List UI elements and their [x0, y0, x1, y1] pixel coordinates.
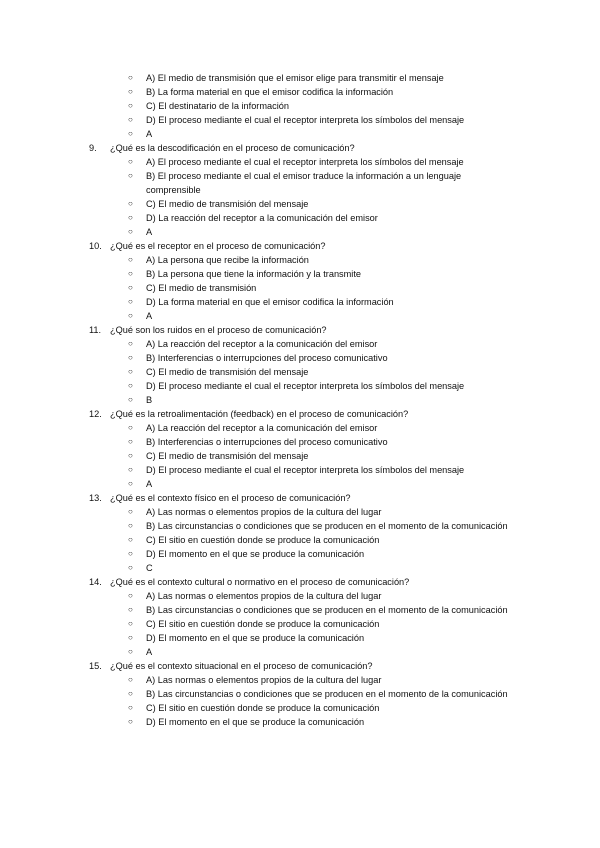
option-text: C) El destinatario de la información [146, 101, 289, 111]
option-text: A) La persona que recibe la información [146, 255, 309, 265]
question-text: ¿Qué son los ruidos en el proceso de comunicación? [110, 325, 327, 335]
circle-bullet-icon: ○ [128, 437, 133, 446]
option-text: A [146, 311, 153, 321]
circle-bullet-icon: ○ [128, 101, 133, 110]
circle-bullet-icon: ○ [128, 199, 133, 208]
option-text: C [146, 563, 153, 573]
circle-bullet-icon: ○ [128, 465, 133, 474]
answer-option [0, 393, 600, 407]
circle-bullet-icon: ○ [128, 73, 133, 82]
option-text: C) El medio de transmisión del mensaje [146, 451, 309, 461]
circle-bullet-icon: ○ [128, 619, 133, 628]
answer-option [0, 351, 600, 365]
circle-bullet-icon: ○ [128, 227, 133, 236]
question-text: ¿Qué es el contexto situacional en el proceso de comunicación? [110, 661, 373, 671]
answer-option [0, 687, 600, 701]
circle-bullet-icon: ○ [128, 717, 133, 726]
option-text: C) El medio de transmisión del mensaje [146, 367, 309, 377]
option-text: D) La reacción del receptor a la comunicación del emisor [146, 213, 378, 223]
circle-bullet-icon: ○ [128, 395, 133, 404]
answer-option [0, 463, 600, 477]
option-text: C) El medio de transmisión del mensaje [146, 199, 309, 209]
answer-option [0, 365, 600, 379]
circle-bullet-icon: ○ [128, 255, 133, 264]
option-text: C) El sitio en cuestión donde se produce la comunicación [146, 535, 380, 545]
option-text: A) El medio de transmisión que el emisor elige para transmitir el mensaje [146, 73, 444, 83]
circle-bullet-icon: ○ [128, 283, 133, 292]
answer-option [0, 71, 600, 85]
question-block [0, 141, 600, 239]
question-number: 13. [89, 493, 102, 503]
option-text: D) El momento en el que se produce la comunicación [146, 633, 365, 643]
question-text: ¿Qué es el contexto físico en el proceso de comunicación? [110, 493, 351, 503]
answer-option [0, 267, 600, 281]
circle-bullet-icon: ○ [128, 339, 133, 348]
answer-option [0, 603, 600, 617]
option-text: B) La persona que tiene la información y la transmite [146, 269, 362, 279]
circle-bullet-icon: ○ [128, 129, 133, 138]
question [0, 659, 600, 673]
circle-bullet-icon: ○ [128, 591, 133, 600]
answer-option [0, 589, 600, 603]
answer-option [0, 715, 600, 729]
question [0, 575, 600, 589]
option-text: C) El sitio en cuestión donde se produce la comunicación [146, 703, 380, 713]
circle-bullet-icon: ○ [128, 605, 133, 614]
circle-bullet-icon: ○ [128, 535, 133, 544]
question-list [0, 141, 600, 729]
option-text: B) Las circunstancias o condiciones que se producen en el momento de la comunicación [146, 689, 508, 699]
answer-option [0, 505, 600, 519]
option-text: B) Las circunstancias o condiciones que se producen en el momento de la comunicación [146, 605, 508, 615]
question [0, 407, 600, 421]
circle-bullet-icon: ○ [128, 115, 133, 124]
option-text: B) Interferencias o interrupciones del proceso comunicativo [146, 437, 388, 447]
option-text: C) El medio de transmisión [146, 283, 257, 293]
question-block [0, 575, 600, 659]
answer-option [0, 379, 600, 393]
answer-option [0, 519, 600, 533]
answer-option [0, 295, 600, 309]
question-block [0, 323, 600, 407]
option-text: C) El sitio en cuestión donde se produce la comunicación [146, 619, 380, 629]
answer-option [0, 309, 600, 323]
question-block [0, 239, 600, 323]
option-text: D) El momento en el que se produce la comunicación [146, 717, 365, 727]
question [0, 239, 600, 253]
circle-bullet-icon: ○ [128, 647, 133, 656]
option-text: B) El proceso mediante el cual el emisor traduce la información a un lenguaje comprensible [146, 171, 462, 195]
question-text: ¿Qué es la retroalimentación (feedback) en el proceso de comunicación? [110, 409, 409, 419]
option-text: A) La reacción del receptor a la comunicación del emisor [146, 339, 378, 349]
answer-option [0, 99, 600, 113]
circle-bullet-icon: ○ [128, 311, 133, 320]
circle-bullet-icon: ○ [128, 633, 133, 642]
answer-option [0, 337, 600, 351]
circle-bullet-icon: ○ [128, 689, 133, 698]
option-text: A [146, 479, 153, 489]
answer-option [0, 421, 600, 435]
option-text: A [146, 647, 153, 657]
option-text: A [146, 227, 153, 237]
option-text: D) La forma material en que el emisor codifica la información [146, 297, 394, 307]
circle-bullet-icon: ○ [128, 297, 133, 306]
question-number: 10. [89, 241, 102, 251]
question-text: ¿Qué es el receptor en el proceso de comunicación? [110, 241, 326, 251]
answer-option [0, 127, 600, 141]
option-text: D) El proceso mediante el cual el receptor interpreta los símbolos del mensaje [146, 465, 465, 475]
answer-option [0, 533, 600, 547]
circle-bullet-icon: ○ [128, 507, 133, 516]
option-text: A) La reacción del receptor a la comunicación del emisor [146, 423, 378, 433]
circle-bullet-icon: ○ [128, 353, 133, 362]
answer-option [0, 169, 600, 197]
question-text: ¿Qué es el contexto cultural o normativo en el proceso de comunicación? [110, 577, 410, 587]
circle-bullet-icon: ○ [128, 171, 133, 180]
circle-bullet-icon: ○ [128, 451, 133, 460]
circle-bullet-icon: ○ [128, 549, 133, 558]
answer-option [0, 701, 600, 715]
answer-option [0, 113, 600, 127]
question-block [0, 659, 600, 729]
circle-bullet-icon: ○ [128, 213, 133, 222]
question-number: 14. [89, 577, 102, 587]
question [0, 323, 600, 337]
circle-bullet-icon: ○ [128, 479, 133, 488]
answer-option [0, 449, 600, 463]
question-number: 12. [89, 409, 102, 419]
circle-bullet-icon: ○ [128, 521, 133, 530]
answer-option [0, 561, 600, 575]
answer-option [0, 631, 600, 645]
option-text: B) Las circunstancias o condiciones que se producen en el momento de la comunicación [146, 521, 508, 531]
answer-option [0, 253, 600, 267]
option-text: B) La forma material en que el emisor codifica la información [146, 87, 394, 97]
option-text: A) Las normas o elementos propios de la cultura del lugar [146, 507, 382, 517]
option-text: D) El momento en el que se produce la comunicación [146, 549, 365, 559]
option-text: A [146, 129, 153, 139]
leading-options [0, 71, 600, 141]
option-text: B) Interferencias o interrupciones del proceso comunicativo [146, 353, 388, 363]
question-number: 9. [89, 143, 97, 153]
option-text: A) Las normas o elementos propios de la cultura del lugar [146, 675, 382, 685]
circle-bullet-icon: ○ [128, 703, 133, 712]
option-text: D) El proceso mediante el cual el receptor interpreta los símbolos del mensaje [146, 381, 465, 391]
answer-option [0, 477, 600, 491]
answer-option [0, 225, 600, 239]
question [0, 491, 600, 505]
answer-option [0, 281, 600, 295]
question-block [0, 491, 600, 575]
circle-bullet-icon: ○ [128, 87, 133, 96]
question-block [0, 407, 600, 491]
circle-bullet-icon: ○ [128, 423, 133, 432]
circle-bullet-icon: ○ [128, 381, 133, 390]
circle-bullet-icon: ○ [128, 269, 133, 278]
question [0, 141, 600, 155]
answer-option [0, 155, 600, 169]
option-text: A) Las normas o elementos propios de la cultura del lugar [146, 591, 382, 601]
answer-option [0, 435, 600, 449]
circle-bullet-icon: ○ [128, 157, 133, 166]
option-text: D) El proceso mediante el cual el receptor interpreta los símbolos del mensaje [146, 115, 465, 125]
question-number: 11. [89, 325, 102, 335]
answer-option [0, 547, 600, 561]
question-number: 15. [89, 661, 102, 671]
answer-option [0, 673, 600, 687]
answer-option [0, 211, 600, 225]
answer-option [0, 197, 600, 211]
option-text: A) El proceso mediante el cual el receptor interpreta los símbolos del mensaje [146, 157, 464, 167]
circle-bullet-icon: ○ [128, 675, 133, 684]
answer-option [0, 85, 600, 99]
question-text: ¿Qué es la descodificación en el proceso de comunicación? [110, 143, 355, 153]
answer-option [0, 645, 600, 659]
answer-option [0, 617, 600, 631]
circle-bullet-icon: ○ [128, 367, 133, 376]
circle-bullet-icon: ○ [128, 563, 133, 572]
option-text: B [146, 395, 153, 405]
